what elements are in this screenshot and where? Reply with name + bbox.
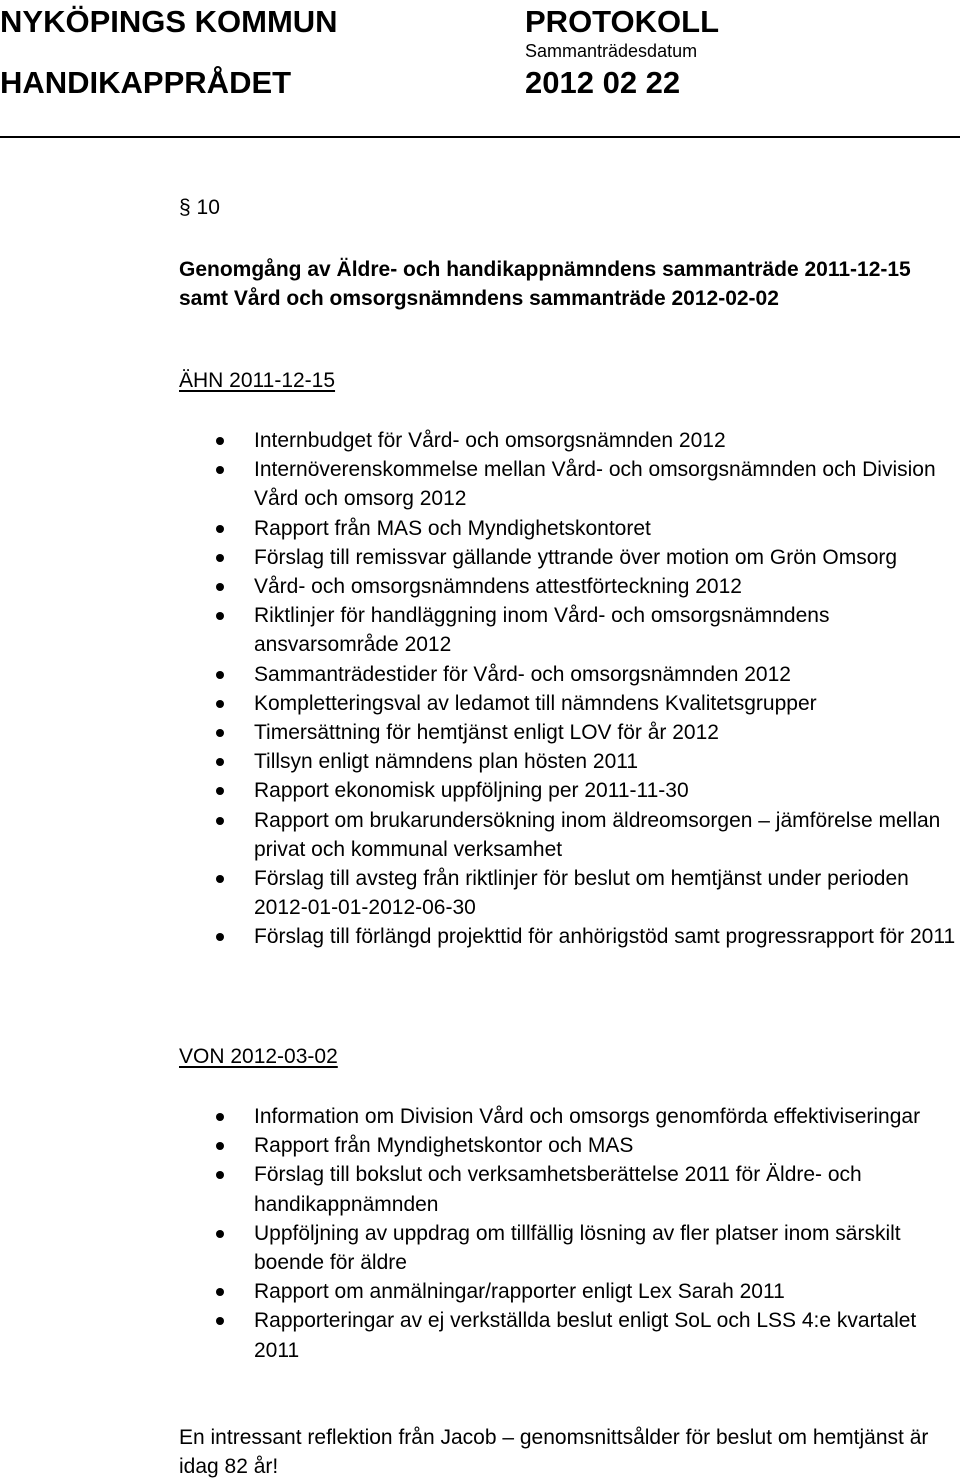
section-label-ahn: ÄHN 2011-12-15 <box>179 369 336 392</box>
list-item: Förslag till remissvar gällande yttrande över motion om Grön Omsorg <box>254 543 960 572</box>
meeting-date: 2012 02 22 <box>525 65 681 100</box>
list-item: Uppföljning av uppdrag om tillfällig lösning av fler platser inom särskilt boende för äldre <box>254 1219 960 1277</box>
list-item: Internbudget för Vård- och omsorgsnämnden 2012 <box>254 426 960 455</box>
list-item: Timersättning för hemtjänst enligt LOV för år 2012 <box>254 718 960 747</box>
list-item: Information om Division Vård och omsorgs genomförda effektiviseringar <box>254 1102 960 1131</box>
council-name: HANDIKAPPRÅDET <box>0 65 292 100</box>
closing-remark: En intressant reflektion från Jacob – genomsnittsålder för beslut om hemtjänst är idag 82 år! <box>179 1426 929 1478</box>
document-type: PROTOKOLL <box>525 4 720 39</box>
list-item: Rapport från Myndighetskontor och MAS <box>254 1131 960 1160</box>
meeting-date-label: Sammanträdesdatum <box>525 41 698 61</box>
list-item: Rapport från MAS och Myndighetskontoret <box>254 514 960 543</box>
list-item: Sammanträdestider för Vård- och omsorgsnämnden 2012 <box>254 660 960 689</box>
list-item: Internöverenskommelse mellan Vård- och omsorgsnämnden och Division Vård och omsorg 2012 <box>254 455 960 513</box>
list-item: Rapport ekonomisk uppföljning per 2011-11-30 <box>254 776 960 805</box>
list-item: Vård- och omsorgsnämndens attestförteckning 2012 <box>254 572 960 601</box>
list-item: Rapporteringar av ej verkställda beslut enligt SoL och LSS 4:e kvartalet 2011 <box>254 1306 960 1364</box>
list-item: Rapport om brukarundersökning inom äldreomsorgen – jämförelse mellan privat och kommunal verksamhet <box>254 806 960 864</box>
list-item: Tillsyn enligt nämndens plan hösten 2011 <box>254 747 960 776</box>
agenda-list-ahn <box>254 426 960 952</box>
list-item: Kompletteringsval av ledamot till nämndens Kvalitetsgrupper <box>254 689 960 718</box>
list-item: Förslag till bokslut och verksamhetsberättelse 2011 för Äldre- och handikappnämnden <box>254 1160 960 1218</box>
list-item: Rapport om anmälningar/rapporter enligt Lex Sarah 2011 <box>254 1277 960 1306</box>
list-item: Riktlinjer för handläggning inom Vård- och omsorgsnämndens ansvarsområde 2012 <box>254 601 960 659</box>
agenda-list-von <box>254 1102 960 1365</box>
paragraph-heading: Genomgång av Äldre- och handikappnämndens sammanträde 2011-12-15 samt Vård och omsorgsnämndens sammanträde 2012-02-02 <box>179 258 911 310</box>
list-item: Förslag till avsteg från riktlinjer för beslut om hemtjänst under perioden 2012-01-01-2012-06-30 <box>254 864 960 922</box>
section-label-von: VON 2012-03-02 <box>179 1045 338 1068</box>
organization-name: NYKÖPINGS KOMMUN <box>0 4 338 39</box>
paragraph-number: § 10 <box>179 196 220 219</box>
list-item: Förslag till förlängd projekttid för anhörigstöd samt progressrapport för 2011 <box>254 922 960 951</box>
header-divider <box>0 136 960 138</box>
